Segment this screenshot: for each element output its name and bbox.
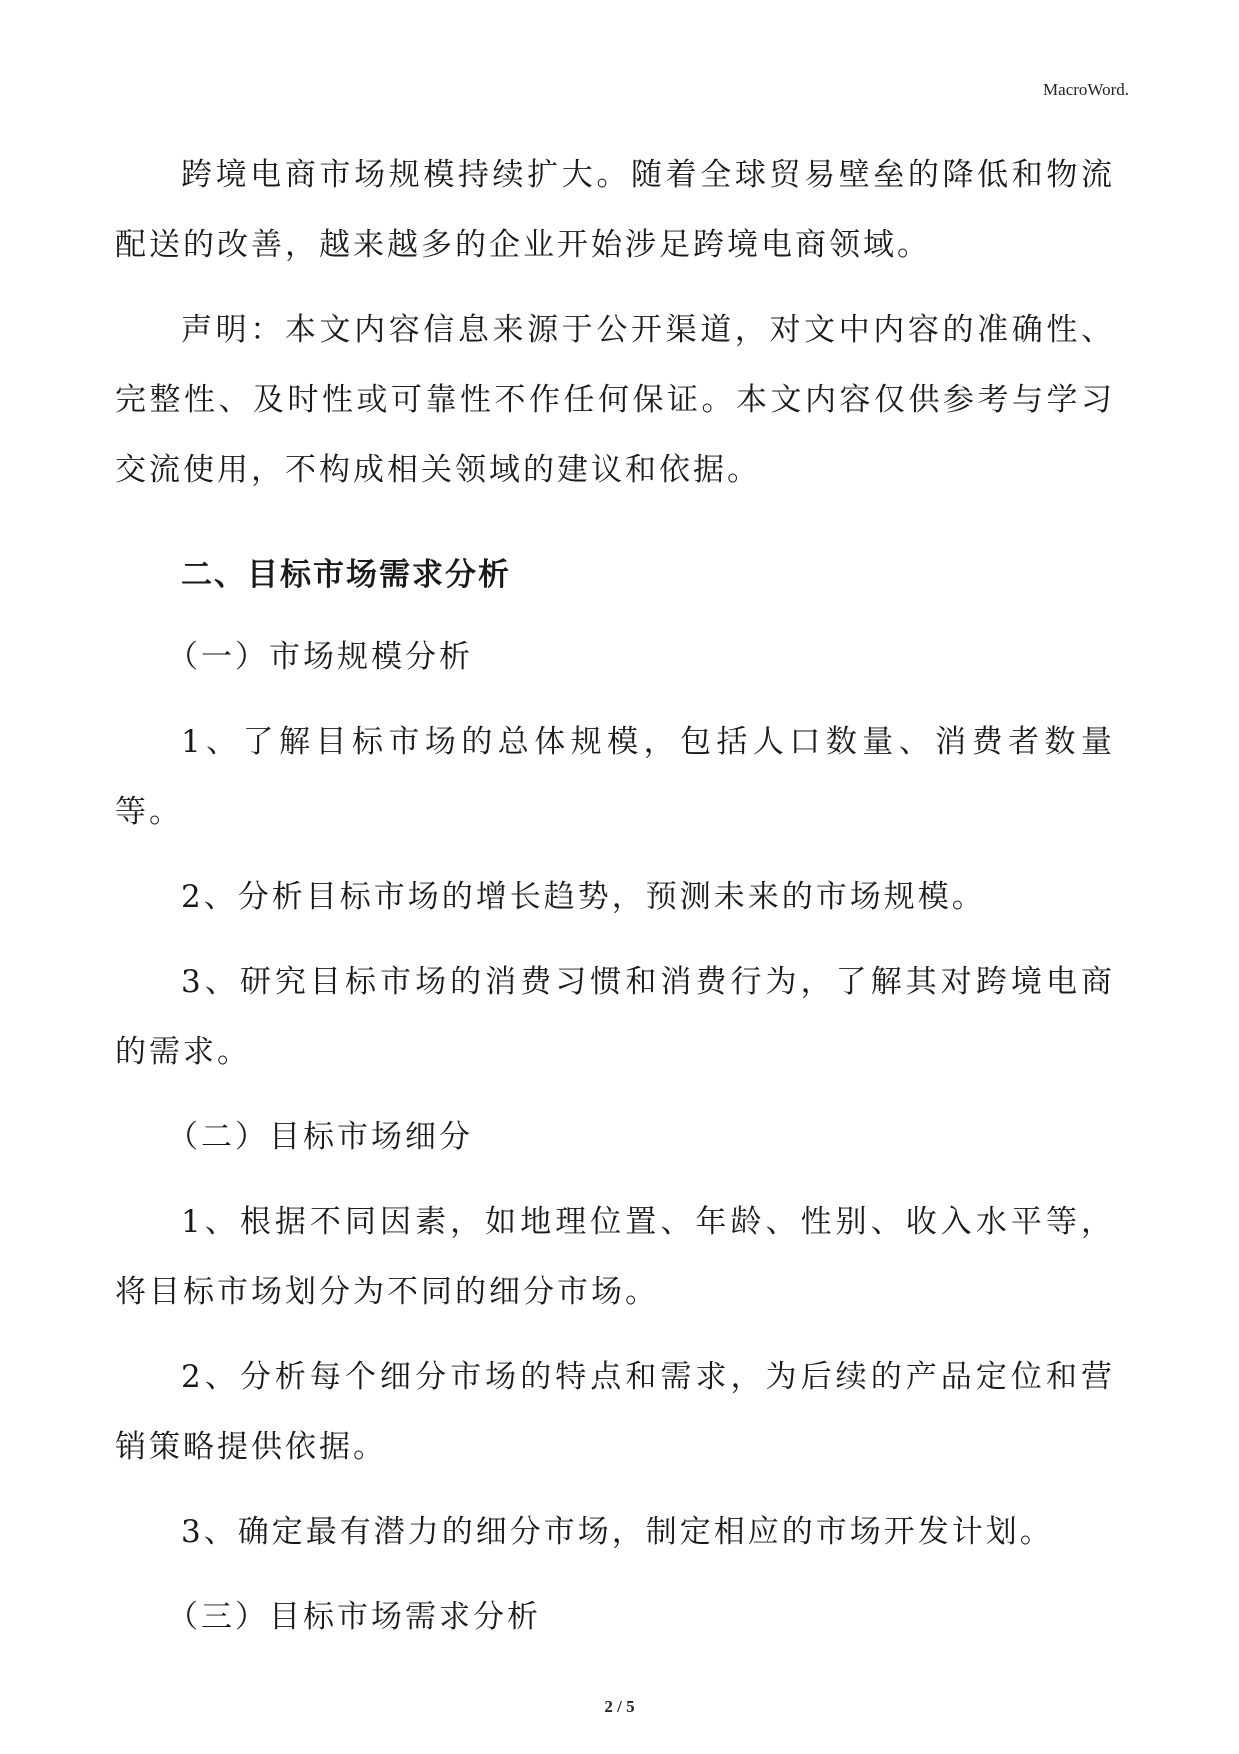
section-title: 二、目标市场需求分析 [181, 557, 511, 593]
list-item: 1、了解目标市场的总体规模，包括人口数量、消费者数量等。 [115, 724, 1115, 830]
subsection-title-2: （二）目标市场细分 [167, 1119, 473, 1155]
subsection-title-3: （三）目标市场需求分析 [167, 1599, 541, 1635]
intro-paragraph: 跨境电商市场规模持续扩大。随着全球贸易壁垒的降低和物流配送的改善，越来越多的企业开始涉足跨境电商领域。 [115, 157, 1115, 263]
list-item: 2、分析每个细分市场的特点和需求，为后续的产品定位和营销策略提供依据。 [115, 1359, 1115, 1465]
subsection-title-1: （一）市场规模分析 [167, 639, 473, 675]
list-item: 3、确定最有潜力的细分市场，制定相应的市场开发计划。 [181, 1514, 1054, 1550]
disclaimer-paragraph: 声明：本文内容信息来源于公开渠道，对文中内容的准确性、完整性、及时性或可靠性不作任何保证。本文内容仅供参考与学习交流使用，不构成相关领域的建议和依据。 [115, 312, 1115, 488]
header-brand: MacroWord. [1043, 80, 1129, 99]
list-item: 1、根据不同因素，如地理位置、年龄、性别、收入水平等，将目标市场划分为不同的细分市场。 [115, 1204, 1115, 1310]
list-item: 2、分析目标市场的增长趋势，预测未来的市场规模。 [181, 879, 986, 915]
list-item: 3、研究目标市场的消费习惯和消费行为，了解其对跨境电商的需求。 [115, 964, 1115, 1070]
page-number: 2 / 5 [604, 1697, 635, 1716]
document-body [115, 140, 1115, 1652]
